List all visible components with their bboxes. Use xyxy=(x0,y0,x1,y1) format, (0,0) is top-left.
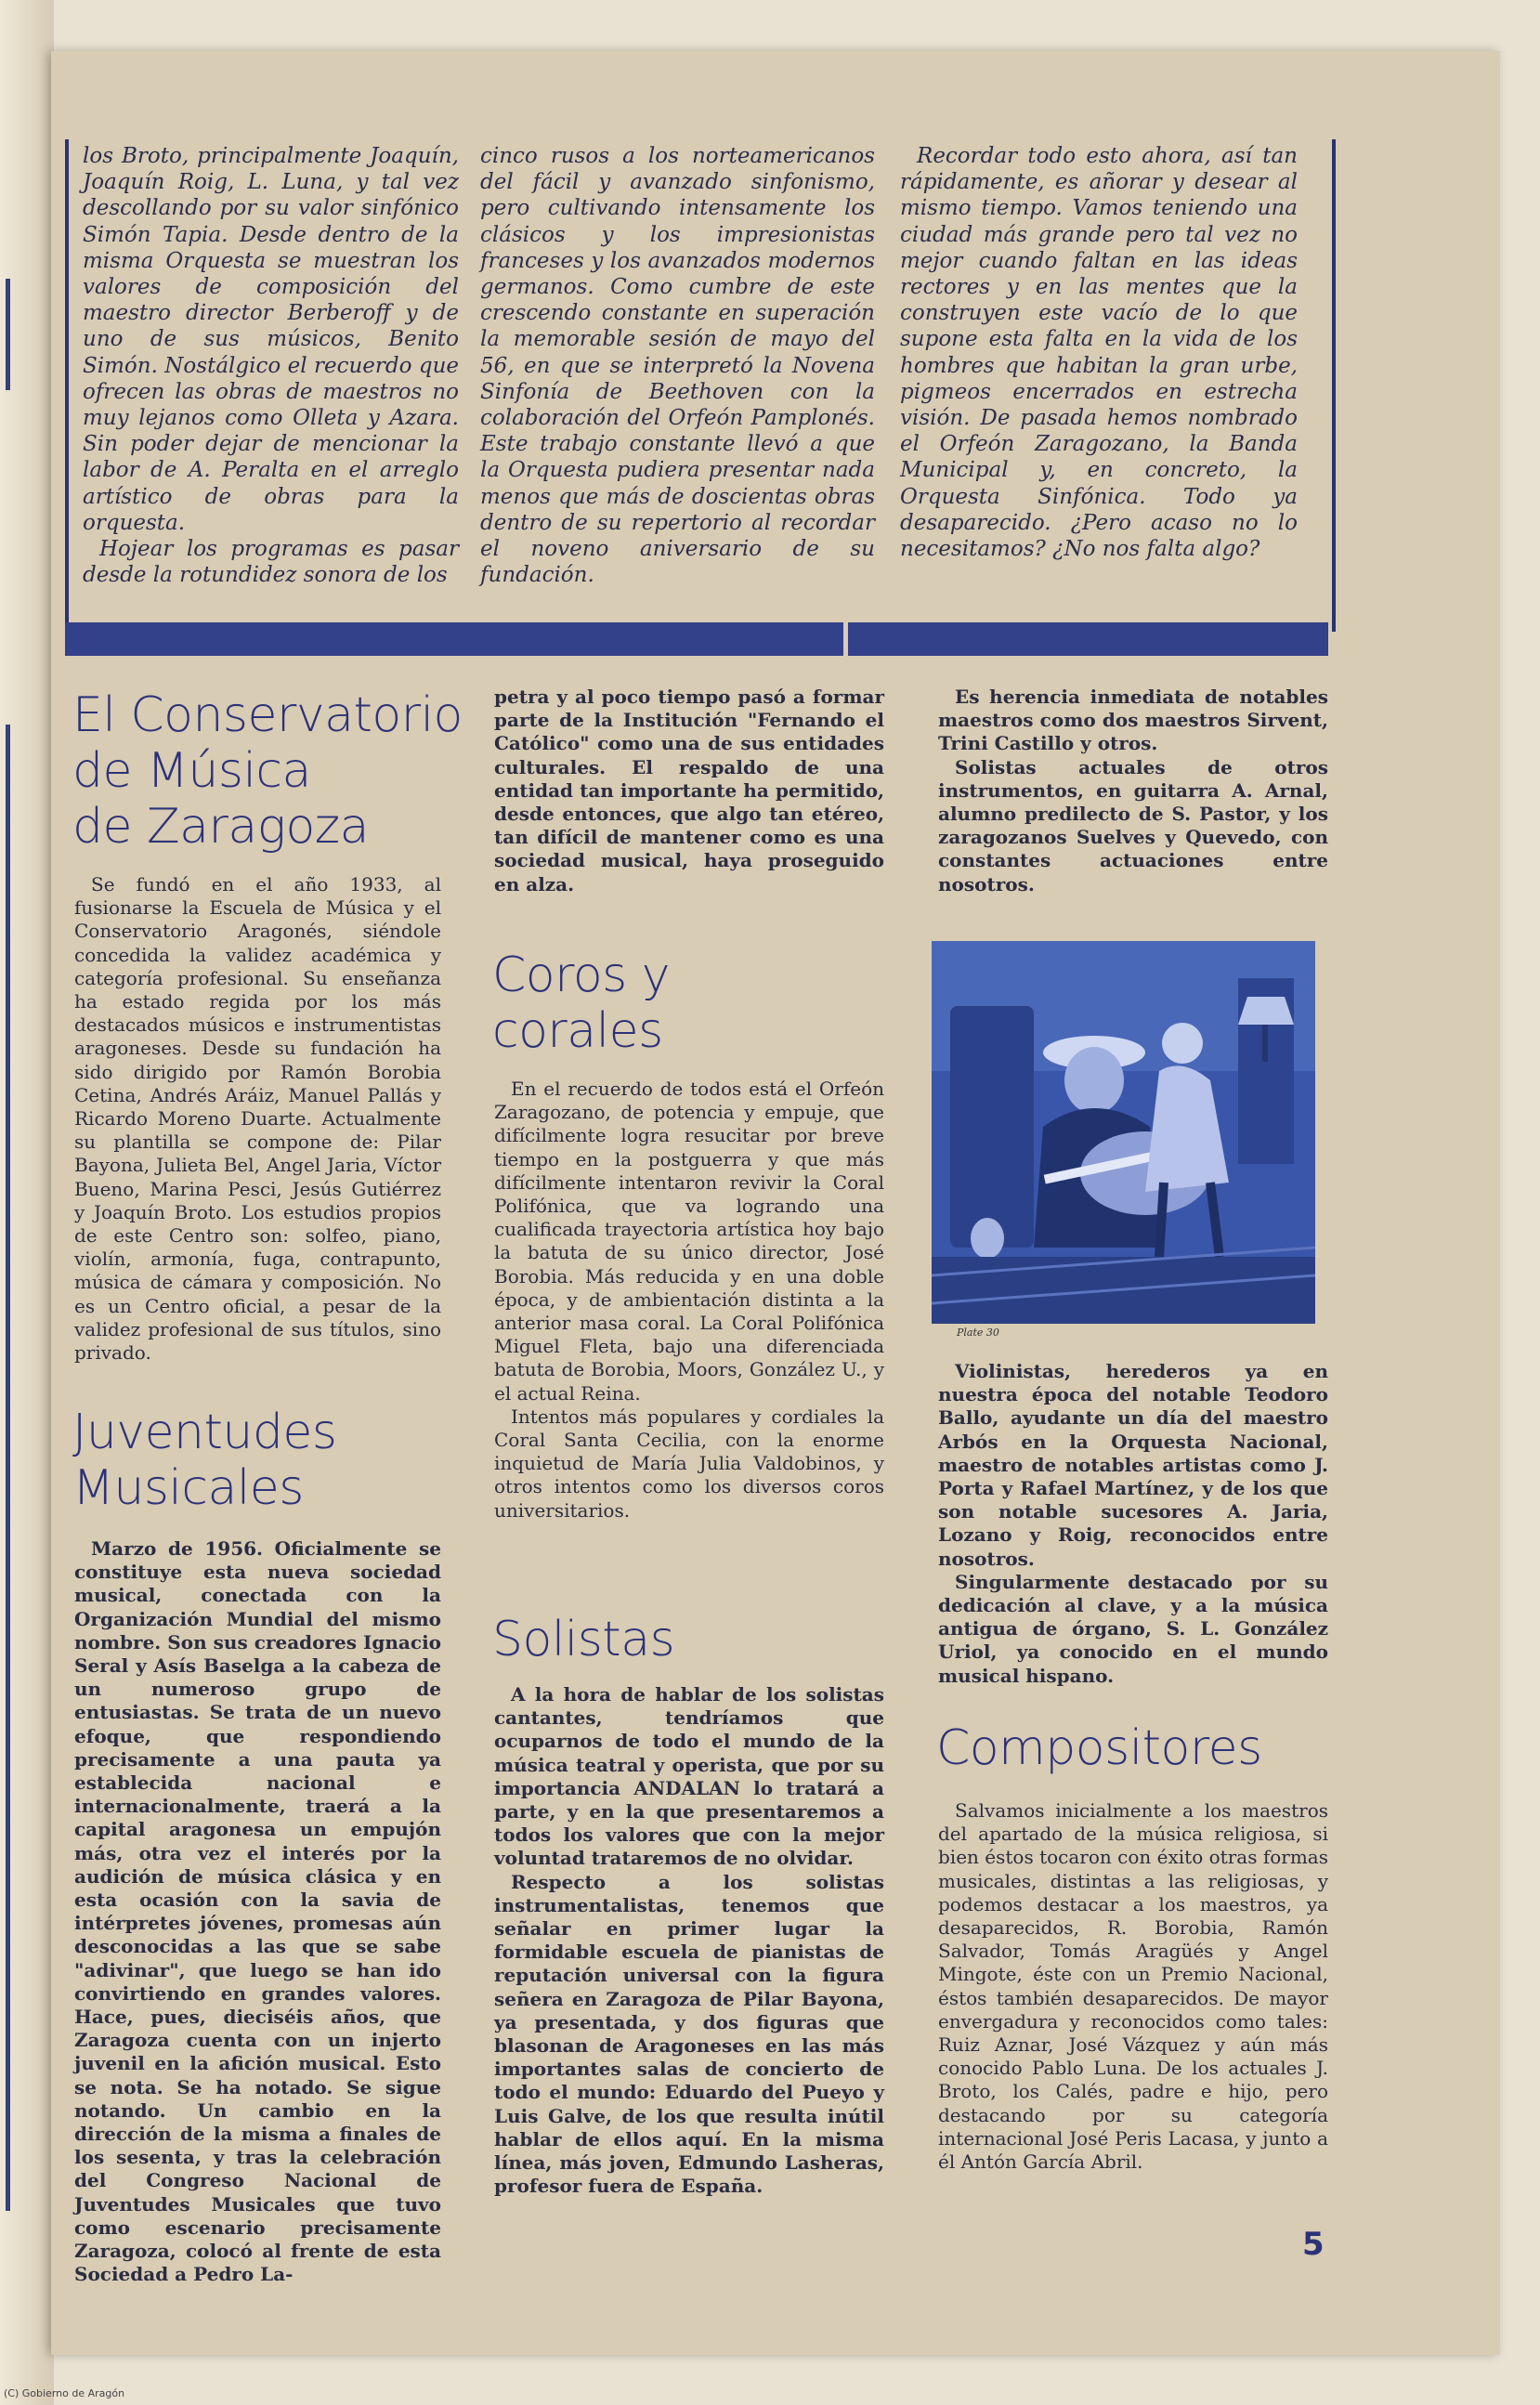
paragraph: los Broto, principalmente Joaquín, Joaquín Roig, L. Luna, y tal vez descollando por su valor sinfónico Simón Tapia. Desde dentro de la misma Orquesta se muestran los valores de composición del maestro director Berberoff y de uno de sus músicos, Benito Simón. Nostálgico el recuerdo que ofrecen las obras de maestros no muy lejanos como Olleta y Azara. Sin poder dejar de mencionar la labor de A. Peralta en el arreglo artístico de obras para la orquesta. xyxy=(83,144,459,535)
paragraph: Se fundó en el año 1933, al fusionarse la Escuela de Música y el Conservatorio Aragonés, siéndole concedida la validez académica y categoría profesional. Su enseñanza ha estado regida por los más destacados músicos e instrumentistas aragoneses. Desde su fundación ha sido dirigido por Ramón Borobia Cetina, Andrés Aráiz, Manuel Pallás y Ricardo Moreno Duarte. Actualmente su plantilla se compone de: Pilar Bayona, Julieta Bel, Angel Jaria, Víctor Bueno, Marina Pesci, Jesús Gutiérrez y Joaquín Broto. Los estudios propios de este Centro son: solfeo, piano, violín, armonía, fuga, contrapunto, música de cámara y composición. No es un Centro oficial, a pesar de la validez profesional de sus títulos, sino privado. xyxy=(74,873,441,1365)
edge-mark xyxy=(6,279,10,390)
paragraph: Intentos más populares y cordiales la Coral Santa Cecilia, con la enorme inquietud de María Julia Valdobinos, y otros intentos como los diversos coros universitarios. xyxy=(494,1405,884,1522)
paragraph: Marzo de 1956. Oficialmente se constituye esta nueva sociedad musical, conectada con la Organización Mundial del mismo nombre. Son sus creadores Ignacio Seral y Asís Baselga a la cabeza de un numeroso grupo de entusiastas. Se trata de un nuevo efoque, que respondiendo precisamente a una pauta ya establecida nacional e internacionalmente, traerá a la capital aragonesa un empujón más, otra vez el interés por la audición de música clásica y en esta ocasión con la savia de intérpretes jóvenes, promesas aún desconocidas a las que se sabe "adivinar", que luego se han ido convirtiendo en grandes valores. Hace, pues, dieciséis años, que Zaragoza cuenta con un injerto juvenil en la afición musical. Esto se nota. Se ha notado. Se sigue notando. Un cambio en la dirección de la misma a finales de los sesenta, y tras la celebración del Congreso Nacional de Juventudes Musicales que tuvo como escenario precisamente Zaragoza, colocó al frente de esta Sociedad a Pedro La- xyxy=(74,1537,441,2286)
divider-gap xyxy=(843,622,848,656)
column3-mid-text xyxy=(938,1360,1328,1688)
page-number: 5 xyxy=(1302,2226,1325,2263)
paragraph: Respecto a los solistas instrumentalistas, tenemos que señalar en primer lugar la formidable escuela de pianistas de reputación universal con la figura señera en Zaragoza de Pilar Bayona, ya presentada, y dos figuras que blasonan de Aragoneses en las más importantes salas de concierto de todo el mundo: Eduardo del Pueyo y Luis Galve, de los que resulta inútil hablar de ellos aquí. En la misma línea, más joven, Edmundo Lasheras, profesor fuera de España. xyxy=(494,1870,884,2198)
column3-top-text xyxy=(938,686,1328,896)
paragraph: Singularmente destacado por su dedicación al clave, y a la música antigua de órgano, S. L. González Uriol, ya conocido en el mundo musical hispano. xyxy=(938,1570,1328,1687)
illustration-guitarist xyxy=(932,941,1315,1324)
heading-conservatorio xyxy=(72,687,463,855)
heading-solistas: Solistas xyxy=(492,1612,675,1667)
compositores-body xyxy=(938,1799,1328,2174)
paragraph: Solistas actuales de otros instrumentos, en guitarra A. Arnal, alumno predilecto de S. Pastor, y los zaragozanos Suelves y Quevedo, con constantes actuaciones entre nosotros. xyxy=(938,755,1328,895)
paragraph: En el recuerdo de todos está el Orfeón Zaragozano, de potencia y empuje, que difícilmente logra resucitar por breve tiempo en la postguerra y que más difícilmente intentaron revivir la Coral Polifónica, que va logrando una cualificada trayectoria artística hoy bajo la batuta de su único director, José Borobia. Más reducida y en una doble época, y de ambientación distinta a la anterior masa coral. La Coral Polifónica Miguel Fleta, bajo una diferenciada batuta de Borobia, Moors, González U., y el actual Reina. xyxy=(494,1078,884,1405)
top-column-1 xyxy=(83,143,459,588)
photo-caption: Plate 30 xyxy=(957,1327,999,1339)
paragraph: Hojear los programas es pasar desde la rotundidez sonora de los xyxy=(83,537,459,588)
paragraph: cinco rusos a los norteamericanos del fácil y avanzado sinfonismo, pero cultivando intensamente los clásicos y los impresionistas franceses y los avanzados modernos germanos. Como cumbre de este crescendo constante en superación la memorable sesión de mayo del 56, en que se interpretó la Novena Sinfonía de Beethoven con la colaboración del Orfeón Pamplonés. Este trabajo constante llevó a que la Orquesta pudiera presentar nada menos que más de doscientas obras dentro de su repertorio al recordar el noveno aniversario de su fundación. xyxy=(480,144,875,588)
heading-compositores: Compositores xyxy=(936,1720,1262,1776)
paragraph: A la hora de hablar de los solistas cantantes, tendríamos que ocuparnos de todo el mundo de la música teatral y operista, que por su importancia ANDALAN lo tratará a parte, y en la que presentaremos a todos los valores que con la mejor voluntad trataremos de no olvidar. xyxy=(494,1683,884,1870)
top-column-2 xyxy=(480,143,875,588)
juventudes-body xyxy=(74,1537,441,2287)
solistas-body xyxy=(494,1683,884,2198)
top-box xyxy=(65,139,1336,632)
paragraph: Recordar todo esto ahora, así tan rápidamente, es añorar y desear al mismo tiempo. Vamos teniendo una ciudad más grande pero tal vez no mejor cuando faltan en las ideas rectores y en las mentes que la construyen este vacío de lo que supone esta falta en la vida de los hombres que habitan la gran urbe, pigmeos encerrados en estrecha visión. De pasada hemos nombrado el Orfeón Zaragozano, la Banda Municipal y, en concreto, la Orquesta Sinfónica. Todo ya desaparecido. ¿Pero acaso no lo necesitamos? ¿No nos falta algo? xyxy=(900,144,1298,562)
heading-line: de Música xyxy=(72,743,311,799)
heading-line: de Zaragoza xyxy=(72,799,369,855)
paragraph: petra y al poco tiempo pasó a formar parte de la Institución "Fernando el Católico" como una de sus entidades culturales. El respaldo de una entidad tan importante ha permitido, desde entonces, que algo tan etéreo, tan difícil de mantener como es una sociedad musical, haya proseguido en alza. xyxy=(494,686,884,895)
paragraph: Violinistas, herederos ya en nuestra época del notable Teodoro Ballo, ayudante un día del maestro Arbós en la Orquesta Nacional, maestro de notables artistas como J. Porta y Rafael Martínez, y de los que son notable sucesores A. Jaria, Lozano y Roig, reconocidos entre nosotros. xyxy=(938,1360,1328,1570)
column2-top-text xyxy=(494,686,884,896)
top-column-3 xyxy=(900,143,1298,562)
edge-mark xyxy=(6,725,10,2211)
left-page-edge xyxy=(0,0,54,2405)
heading-line: Juventudes xyxy=(72,1405,337,1460)
heading-line: El Conservatorio xyxy=(72,687,463,743)
paragraph: Salvamos inicialmente a los maestros del apartado de la música religiosa, si bien éstos tocaron con éxito otras formas musicales, distintas a las religiosas, y podemos destacar a los maestros, ya desaparecidos, R. Borobia, Ramón Salvador, Tomás Aragüés y Angel Mingote, éste con un Premio Nacional, éstos también desaparecidos. De mayor envergadura y reconocidos como tales: Ruiz Aznar, José Vázquez y aún más conocido Pablo Luna. De los actuales J. Broto, los Calés, padre e hijo, pero destacando por su categoría internacional José Peris Lacasa, y junto a él Antón García Abril. xyxy=(938,1799,1328,2174)
heading-juventudes xyxy=(72,1405,463,1516)
heading-line: Musicales xyxy=(72,1460,304,1516)
divider-band xyxy=(65,622,1328,656)
coros-body xyxy=(494,1078,884,1523)
heading-line: Coros y xyxy=(492,948,671,1003)
heading-line: corales xyxy=(492,1003,663,1059)
illustration-svg xyxy=(932,941,1315,1324)
heading-coros xyxy=(492,948,882,1059)
conservatorio-body xyxy=(74,873,441,1365)
credit-text: (C) Gobierno de Aragón xyxy=(4,2387,125,2399)
paragraph: Es herencia inmediata de notables maestros como dos maestros Sirvent, Trini Castillo y otros. xyxy=(938,686,1328,755)
